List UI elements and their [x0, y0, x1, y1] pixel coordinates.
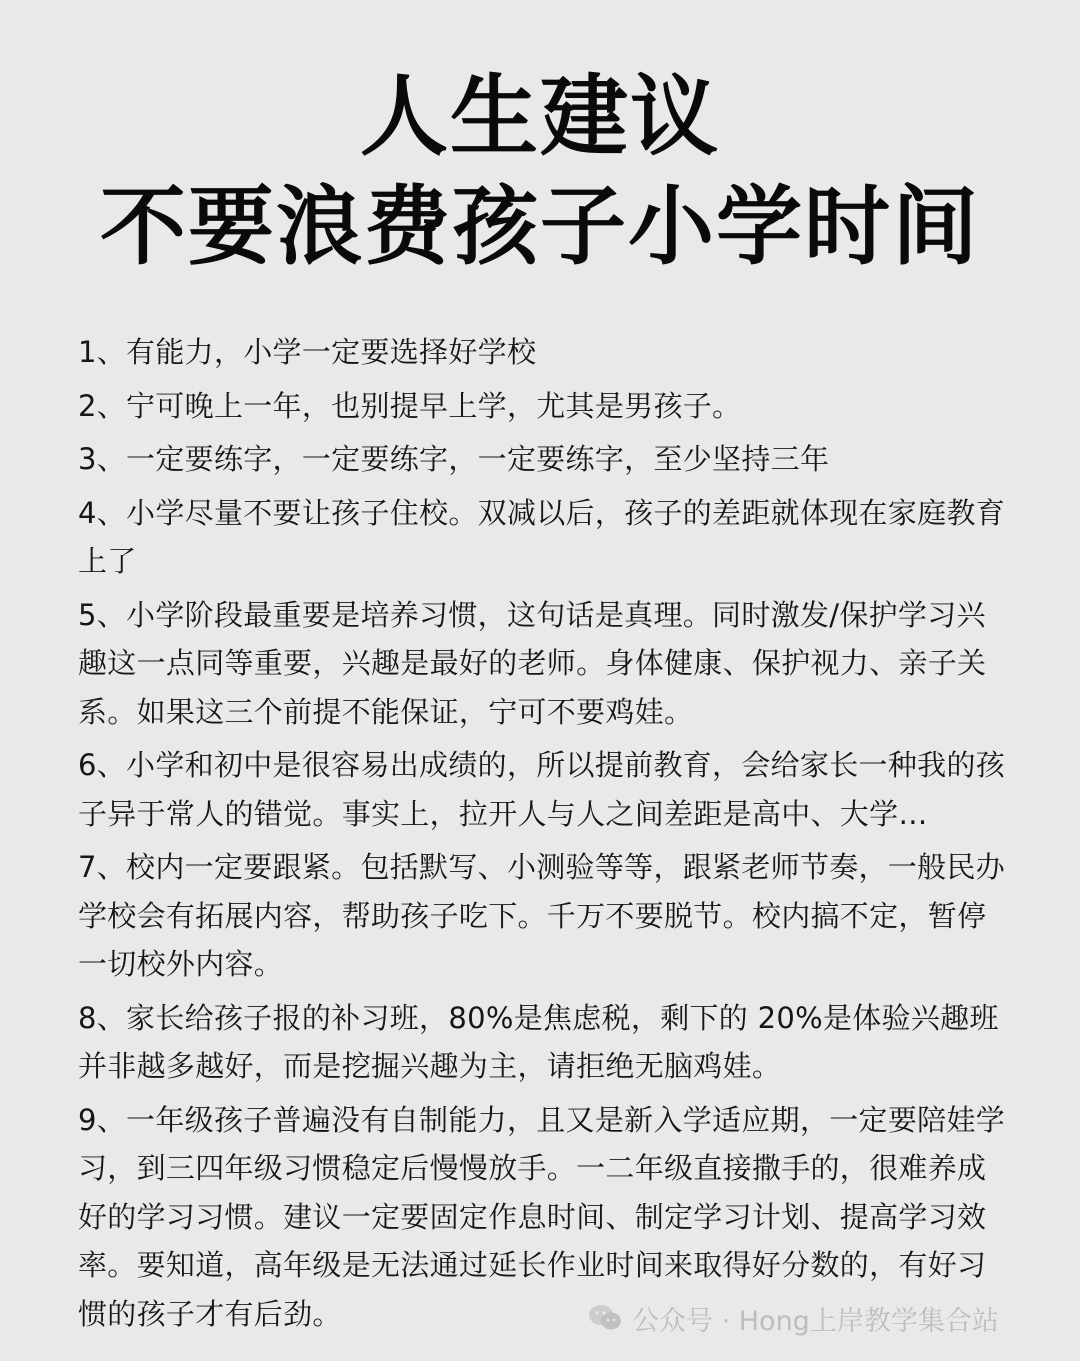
advice-item-2: 2、宁可晚上一年，也别提早上学，尤其是男孩子。: [78, 388, 742, 423]
watermark-text: 公众号 · Hong上岸教学集合站: [632, 1305, 999, 1337]
advice-item-5: 5、小学阶段最重要是培养习惯，这句话是真理。同时激发/保护学习兴趣这一点同等重要，兴趣是最好的老师。身体健康、保护视力、亲子关系。如果这三个前提不能保证，宁可不要鸡娃。: [78, 597, 987, 729]
advice-item-1: 1、有能力，小学一定要选择好学校: [78, 335, 537, 369]
watermark: [588, 1296, 999, 1340]
title-line-1: 人生建议: [359, 65, 720, 168]
advice-item-6: 6、小学和初中是很容易出成绩的，所以提前教育，会给家长一种我的孩子异于常人的错觉。事实上，拉开人与人之间差距是高中、大学…: [78, 748, 1006, 831]
advice-item-7: 7、校内一定要跟紧。包括默写、小测验等等，跟紧老师节奏，一般民办学校会有拓展内容，帮助孩子吃下。千万不要脱节。校内搞不定，暂停一切校外内容。: [78, 850, 1006, 981]
title-line-2: 不要浪费孩子小学时间: [100, 177, 980, 277]
title-block: [0, 62, 1080, 282]
wechat-icon: [588, 1303, 622, 1333]
advice-item-9: 9、一年级孩子普遍没有自制能力，且又是新入学适应期，一定要陪娃学习，到三四年级习惯稳定后慢慢放手。一二年级直接撒手的，很难养成好的学习习惯。建议一定要固定作息时间、制定学习计划、提高学习效率。要知道，高年级是无法通过延长作业时间来取得好分数的，有好习惯的孩子才有后劲。: [78, 1102, 1006, 1331]
advice-item-4: 4、小学尽量不要让孩子住校。双减以后，孩子的差距就体现在家庭教育上了: [78, 495, 1006, 578]
advice-item-3: 3、一定要练字，一定要练字，一定要练字，至少坚持三年: [78, 442, 830, 476]
advice-list: [78, 328, 1008, 1343]
advice-item-8: 8、家长给孩子报的补习班，80%是焦虑税，剩下的 20%是体验兴趣班并非越多越好，而是挖掘兴趣为主，请拒绝无脑鸡娃。: [78, 1000, 999, 1083]
